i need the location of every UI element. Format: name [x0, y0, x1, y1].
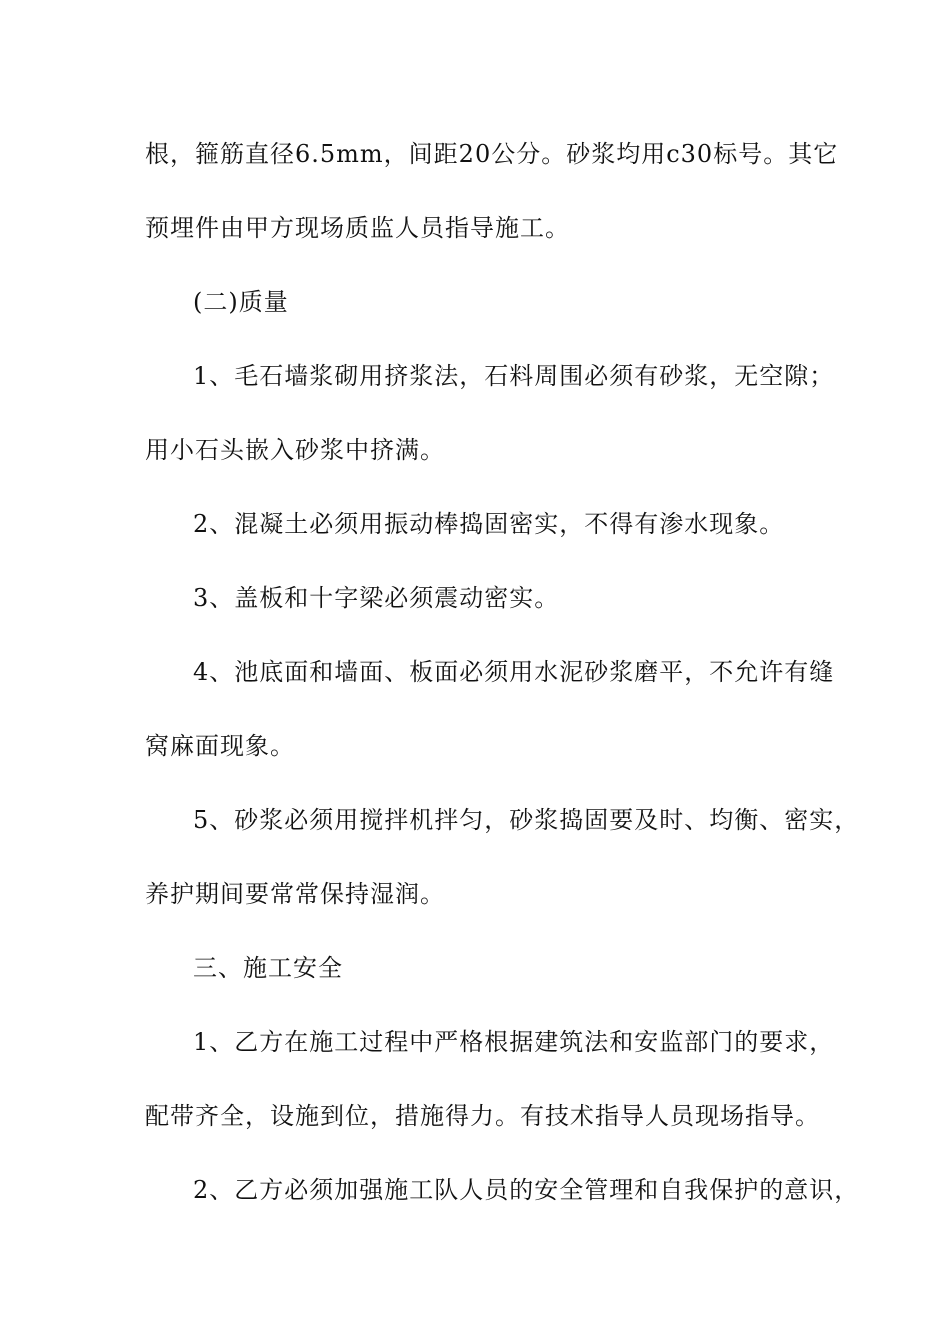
text-line: 预埋件由甲方现场质监人员指导施工。 [145, 214, 570, 242]
section-heading: 三、施工安全 [193, 954, 343, 982]
text-line: 2、混凝土必须用振动棒捣固密实，不得有渗水现象。 [193, 510, 785, 538]
section-heading: (二)质量 [193, 288, 289, 316]
text-line: 1、毛石墙浆砌用挤浆法，石料周围必须有砂浆，无空隙； [193, 362, 835, 390]
text-line: 2、乙方必须加强施工队人员的安全管理和自我保护的意识， [193, 1176, 860, 1204]
text-line: 1、乙方在施工过程中严格根据建筑法和安监部门的要求， [193, 1028, 835, 1056]
text-line: 根，箍筋直径6.5mm，间距20公分。砂浆均用c30标号。其它 [145, 140, 839, 168]
text-line: 5、砂浆必须用搅拌机拌匀，砂浆捣固要及时、均衡、密实， [193, 806, 860, 834]
text-line: 窝麻面现象。 [145, 732, 295, 760]
text-line: 3、盖板和十字梁必须震动密实。 [193, 584, 560, 612]
text-line: 4、池底面和墙面、板面必须用水泥砂浆磨平，不允许有缝 [193, 658, 835, 686]
text-line: 配带齐全，设施到位，措施得力。有技术指导人员现场指导。 [145, 1102, 820, 1130]
text-line: 养护期间要常常保持湿润。 [145, 880, 445, 908]
text-line: 用小石头嵌入砂浆中挤满。 [145, 436, 445, 464]
